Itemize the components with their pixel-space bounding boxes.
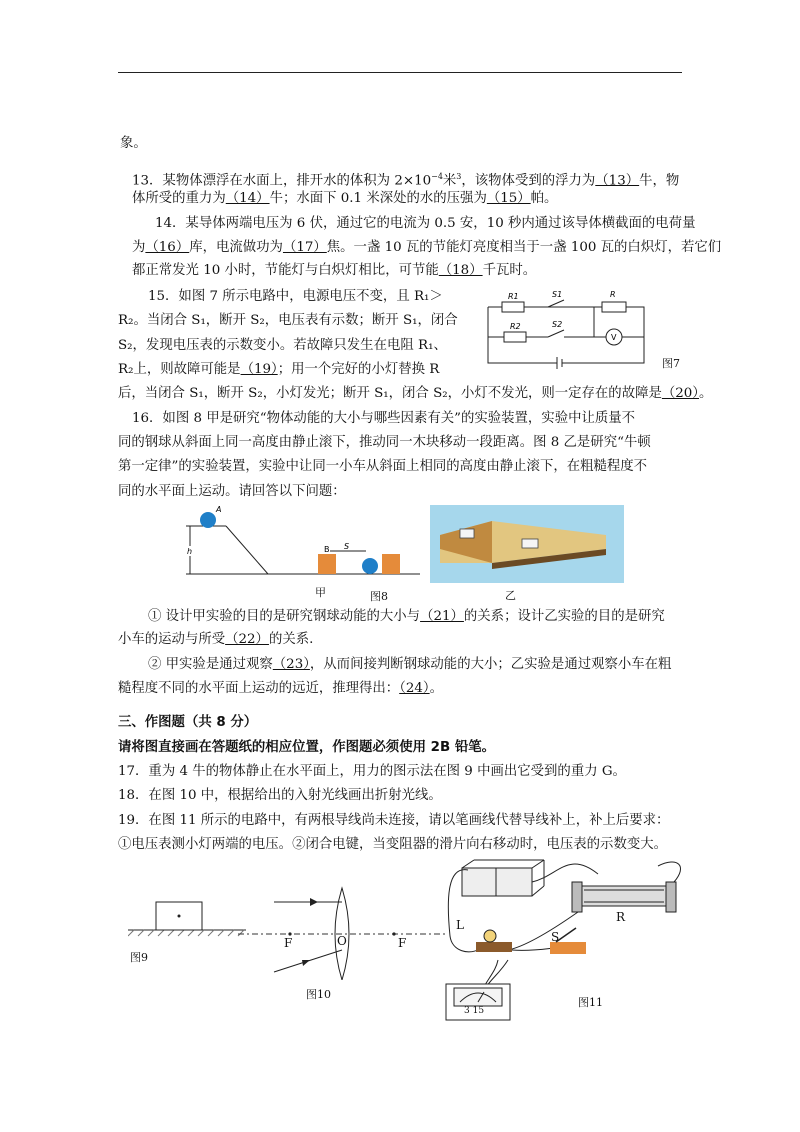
text-run: 后，当闭合 S₁，断开 S₂，小灯发光；断开 S₁，闭合 S₂，小灯不发光，则一定存在的故障是 <box>118 386 662 401</box>
answer-blank: （22） <box>225 632 269 647</box>
answer-blank: （23） <box>272 657 310 672</box>
text-run: ① 设计甲实验的目的是研究钢球动能的大小与 <box>148 609 421 624</box>
text-run: 的关系. <box>268 632 314 647</box>
text-line: R₂。当闭合 S₁，断开 S₂，电压表有示数；断开 S₁，闭合 <box>118 313 458 328</box>
answer-blank: （20） <box>661 386 699 401</box>
text-line: 17．重为 4 牛的物体静止在水平面上，用力的图示法在图 9 中画出它受到的重力 G。 <box>118 764 626 779</box>
answer-blank: （24） <box>399 681 430 696</box>
text-run: 牛；水面下 0.1 米深处的水的压强为 <box>269 191 487 206</box>
text-line <box>148 608 665 626</box>
fig7-v-label: V <box>611 333 617 342</box>
text-run: 帕。 <box>530 191 558 206</box>
text-run: 牛，物 <box>639 173 680 189</box>
text-line <box>132 168 679 190</box>
text-run: 小车的运动与所受 <box>118 632 226 647</box>
text-run: 体所受的重力为 <box>132 191 226 206</box>
fig11-meter-label: 3 15 <box>464 1006 485 1016</box>
fig7-caption: 图7 <box>662 357 680 370</box>
fig8-yi-label: 乙 <box>505 589 516 602</box>
fig7-s2-label: S2 <box>552 320 563 329</box>
fig10-o-label: O <box>337 934 347 948</box>
text-line <box>118 631 313 649</box>
text-line: 同的钢球从斜面上同一高度由静止滚下，推动同一木块移动一段距离。图 8 乙是研究“牛顿 <box>118 435 651 450</box>
text-run: 。 <box>699 386 713 401</box>
text-line <box>132 262 536 280</box>
fig8-jia-label: 甲 <box>315 586 326 599</box>
text-line <box>118 385 712 403</box>
text-run: ，该物体受到的浮力为 <box>461 173 596 189</box>
text-line <box>132 190 557 208</box>
fig10-caption: 图10 <box>306 988 331 1001</box>
text-run: 米 <box>442 173 457 189</box>
figure-8-jia <box>180 502 420 586</box>
answer-blank: （15） <box>486 191 531 206</box>
text-line <box>118 680 443 698</box>
text-line: 16．如图 8 甲是研究“物体动能的大小与哪些因素有关”的实验装置，实验中让质量不 <box>132 411 636 426</box>
fig10-f2-label: F <box>398 936 407 950</box>
text-run: −4 <box>431 172 443 181</box>
text-run: 库，电流做功为 <box>189 240 283 255</box>
text-run: ；用一个完好的小灯替换 R <box>277 362 440 377</box>
text-line: 同的水平面上运动。请回答以下问题： <box>118 484 346 499</box>
text-run: 13．某物体漂浮在水面上，排开水的体积为 2×10 <box>132 173 432 189</box>
text-run: R₂上，则故障可能是 <box>118 362 241 377</box>
fig8-h-label: h <box>187 547 193 556</box>
text-line: 19．在图 11 所示的电路中，有两根导线尚未连接，请以笔画线代替导线补上，补上后要求： <box>118 813 670 828</box>
text-run: 焦。一盏 10 瓦的节能灯亮度相当于一盏 100 瓦的白炽灯，若它们 <box>326 240 722 255</box>
text-run: 都正常发光 10 小时，节能灯与白炽灯相比，可节能 <box>132 263 439 278</box>
answer-blank: （14） <box>225 191 270 206</box>
fig7-r-label: R <box>610 290 616 299</box>
text-run: 为 <box>132 240 146 255</box>
text-line <box>132 239 721 257</box>
answer-blank: （16） <box>145 240 190 255</box>
figure-7-circuit <box>484 285 684 375</box>
fig8-b-label: B <box>324 545 330 554</box>
figure-8-yi <box>430 505 624 583</box>
text-run: 3 <box>456 172 462 181</box>
text-line <box>118 361 439 379</box>
fig11-r-label: R <box>616 910 626 924</box>
answer-blank: （21） <box>420 609 464 624</box>
answer-blank: （13） <box>595 173 640 189</box>
fig11-caption: 图11 <box>578 996 603 1009</box>
text-run: 。 <box>429 681 444 696</box>
fig11-s-label: S <box>551 930 560 944</box>
text-run: 糙程度不同的水平面上运动的远近，推理得出： <box>118 681 400 696</box>
fig11-l-label: L <box>456 918 464 932</box>
text-line: ①电压表测小灯两端的电压。②闭合电键，当变阻器的滑片向右移动时，电压表的示数变大。 <box>118 837 668 852</box>
figure-9 <box>128 896 248 942</box>
fig7-s1-label: S1 <box>552 290 563 299</box>
text-line: 象。 <box>120 136 147 151</box>
header-rule <box>118 72 682 73</box>
text-line <box>148 656 671 674</box>
text-run: ，从而间接判断钢球动能的大小；乙实验是通过观察小车在粗 <box>309 657 672 672</box>
text-line: S₂，发现电压表的示数变小。若故障只发生在电阻 R₁、 <box>118 338 447 353</box>
text-line: 三、作图题（共 8 分） <box>118 715 258 730</box>
fig7-r1-label: R1 <box>508 292 519 301</box>
text-run: 的关系；设计乙实验的目的是研究 <box>463 609 665 624</box>
fig8-caption: 图8 <box>370 590 388 603</box>
text-line: 18．在图 10 中，根据给出的入射光线画出折射光线。 <box>118 788 442 803</box>
answer-blank: （18） <box>438 263 483 278</box>
text-run: ② 甲实验是通过观察 <box>148 657 273 672</box>
fig8-s-label: S <box>344 542 350 551</box>
text-line: 14．某导体两端电压为 6 伏，通过它的电流为 0.5 安，10 秒内通过该导体横截面的电荷量 <box>155 216 696 231</box>
fig7-r2-label: R2 <box>510 322 521 331</box>
fig9-caption: 图9 <box>130 951 148 964</box>
figure-11 <box>438 856 688 1024</box>
answer-blank: （19） <box>240 362 278 377</box>
text-line: 请将图直接画在答题纸的相应位置，作图题必须使用 2B 铅笔。 <box>118 740 496 755</box>
text-line: 15．如图 7 所示电路中，电源电压不变，且 R₁＞ <box>148 289 443 304</box>
text-run: 千瓦时。 <box>482 263 537 278</box>
fig10-f1-label: F <box>284 936 293 950</box>
figure-10 <box>238 880 450 980</box>
fig8-a-label: A <box>216 505 222 514</box>
text-line: 第一定律”的实验装置，实验中让同一小车从斜面上相同的高度由静止滚下，在粗糙程度不 <box>118 459 648 474</box>
answer-blank: （17） <box>282 240 327 255</box>
